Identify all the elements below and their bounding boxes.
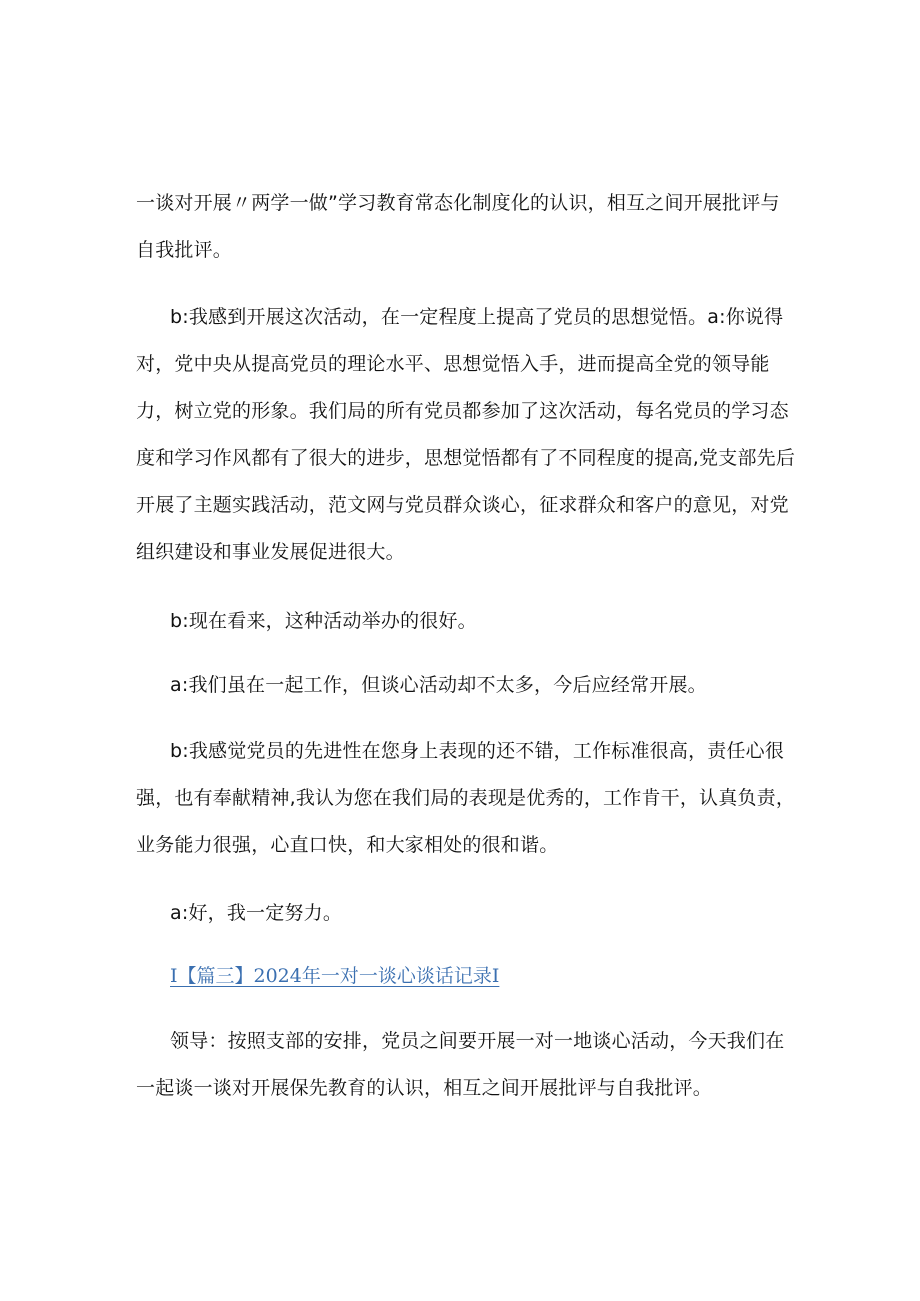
paragraph-dialogue-4: b:我感觉党员的先进性在您身上表现的还不错，工作标准很高，责任心很强，也有奉献精神,我认为您在我们局的表现是优秀的，工作肯干，认真负责，业务能力很强，心直口快，和大家相处的很和谐。 (136, 740, 796, 856)
paragraph-leader: 领导：按照支部的安排，党员之间要开展一对一地谈心活动，今天我们在一起谈一谈对开展保先教育的认识，相互之间开展批评与自我批评。 (136, 1030, 785, 1099)
paragraph-dialogue-3: a:我们虽在一起工作，但谈心活动却不太多，今后应经常开展。 (170, 674, 707, 696)
paragraph-dialogue-2: b:现在看来，这种活动举办的很好。 (170, 610, 477, 632)
paragraph-dialogue-1: b:我感到开展这次活动，在一定程度上提高了党员的思想觉悟。a:你说得对，党中央从提高党员的理论水平、思想觉悟入手，进而提高全党的领导能力，树立党的形象。我们局的所有党员都参加了这次活动，每名党员的学习态度和学习作风都有了很大的进步，思想觉悟都有了不同程度的提高,党支部先后开展了主题实践活动，范文网与党员群众谈心，征求群众和客户的意见，对党组织建设和事业发展促进很大。 (136, 306, 796, 563)
paragraph-intro: 一谈对开展〃两学一做”学习教育常态化制度化的认识，相互之间开展批评与自我批评。 (136, 192, 780, 261)
paragraph-dialogue-5: a:好，我一定努力。 (170, 902, 343, 924)
section-heading-link[interactable]: I【篇三】2024年一对一谈心谈话记录I (170, 965, 500, 987)
